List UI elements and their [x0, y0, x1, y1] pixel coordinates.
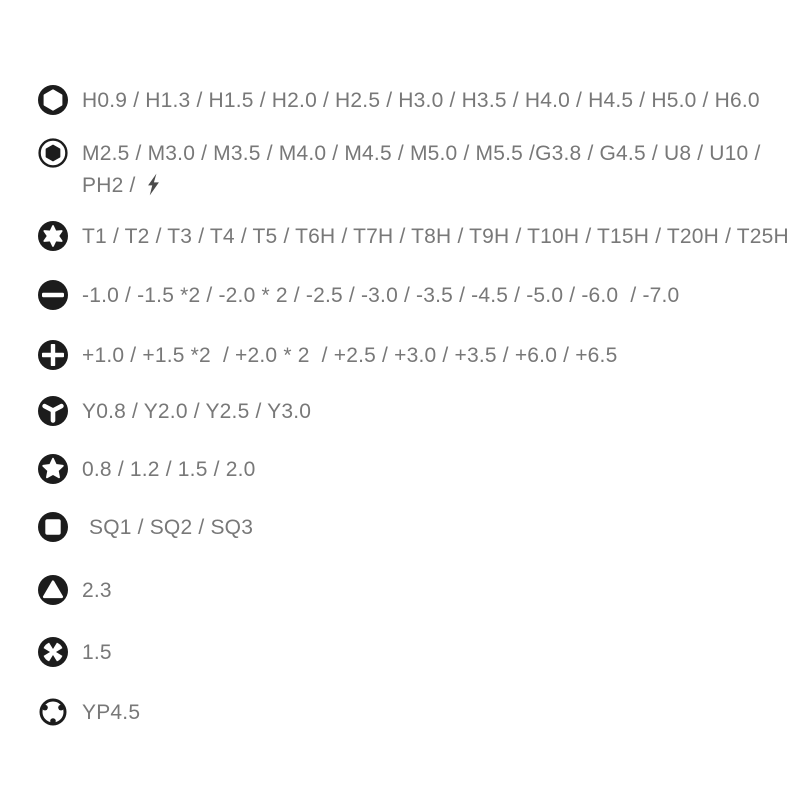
bit-sizes-line: [89, 512, 253, 544]
bit-sizes-line-text: H0.9 / H1.3 / H1.5 / H2.0 / H2.5 / H3.0 / H3.5 / H4.0 / H4.5 / H5.0 / H6.0: [82, 89, 760, 112]
bit-sizes-line-text: Y0.8 / Y2.0 / Y2.5 / Y3.0: [82, 400, 312, 423]
bit-spec-row: [38, 454, 255, 486]
bit-sizes-line-text: YP4.5: [82, 701, 141, 724]
torx-bit-icon: [38, 221, 68, 251]
bit-sizes-text: [82, 637, 112, 669]
bit-sizes-text: [82, 396, 311, 428]
bit-sizes-line: [82, 138, 761, 170]
hex-socket-bit-icon: [38, 138, 68, 168]
bit-spec-row: [38, 512, 253, 544]
bit-sizes-line: [82, 454, 255, 486]
bit-sizes-line-text: SQ1 / SQ2 / SQ3: [89, 516, 254, 539]
bit-sizes-line: [82, 221, 789, 253]
hex-bit-icon: [38, 85, 68, 115]
bit-sizes-line-text: T1 / T2 / T3 / T4 / T5 / T6H / T7H / T8H / T9H / T10H / T15H / T20H / T25H: [82, 225, 789, 248]
bit-sizes-line: [82, 280, 679, 312]
bit-spec-row: [38, 697, 140, 729]
bit-sizes-text: [89, 512, 253, 544]
tri-point-y-bit-icon: [38, 396, 68, 426]
bit-sizes-line-text: M2.5 / M3.0 / M3.5 / M4.0 / M4.5 / M5.0 / M5.5 /G3.8 / G4.5 / U8 / U10 /: [82, 142, 761, 165]
bit-spec-row: [38, 85, 760, 117]
bit-sizes-line: [82, 340, 617, 372]
bit-sizes-line-text: -1.0 / -1.5 *2 / -2.0 * 2 / -2.5 / -3.0 / -3.5 / -4.5 / -5.0 / -6.0 / -7.0: [82, 284, 680, 307]
pentalobe-bit-icon: [38, 454, 68, 484]
square-bit-icon: [38, 512, 68, 542]
slotted-bit-icon: [38, 280, 68, 310]
triangle-bit-icon: [38, 575, 68, 605]
bit-sizes-text: [82, 454, 255, 486]
bit-sizes-text: [82, 221, 789, 253]
notched-ring-bit-icon: [38, 697, 68, 727]
bit-sizes-line-text: PH2 /: [82, 174, 142, 197]
bit-spec-row: [38, 575, 112, 607]
bit-sizes-line: [82, 170, 761, 202]
bit-sizes-line: [82, 575, 112, 607]
bit-spec-row: [38, 138, 761, 202]
bit-sizes-text: [82, 697, 140, 729]
bit-sizes-line-text: 1.5: [82, 641, 112, 664]
bit-spec-row: [38, 221, 789, 253]
bit-spec-row: [38, 396, 311, 428]
bit-sizes-text: [82, 340, 617, 372]
bit-spec-row: [38, 637, 112, 669]
bit-sizes-text: [82, 280, 679, 312]
bit-sizes-text: [82, 85, 760, 117]
bit-spec-row: [38, 280, 679, 312]
bit-sizes-line-text: 2.3: [82, 579, 112, 602]
bit-sizes-text: [82, 138, 761, 202]
bit-sizes-line: [82, 697, 140, 729]
bit-sizes-line-text: +1.0 / +1.5 *2 / +2.0 * 2 / +2.5 / +3.0 / +3.5 / +6.0 / +6.5: [82, 344, 618, 367]
bit-sizes-line-text: 0.8 / 1.2 / 1.5 / 2.0: [82, 458, 256, 481]
lightning-icon: [142, 174, 161, 197]
bit-sizes-line: [82, 396, 311, 428]
phillips-bit-icon: [38, 340, 68, 370]
bit-sizes-line: [82, 85, 760, 117]
bit-sizes-text: [82, 575, 112, 607]
bit-sizes-line: [82, 637, 112, 669]
bit-spec-row: [38, 340, 617, 372]
four-lobe-cross-bit-icon: [38, 637, 68, 667]
